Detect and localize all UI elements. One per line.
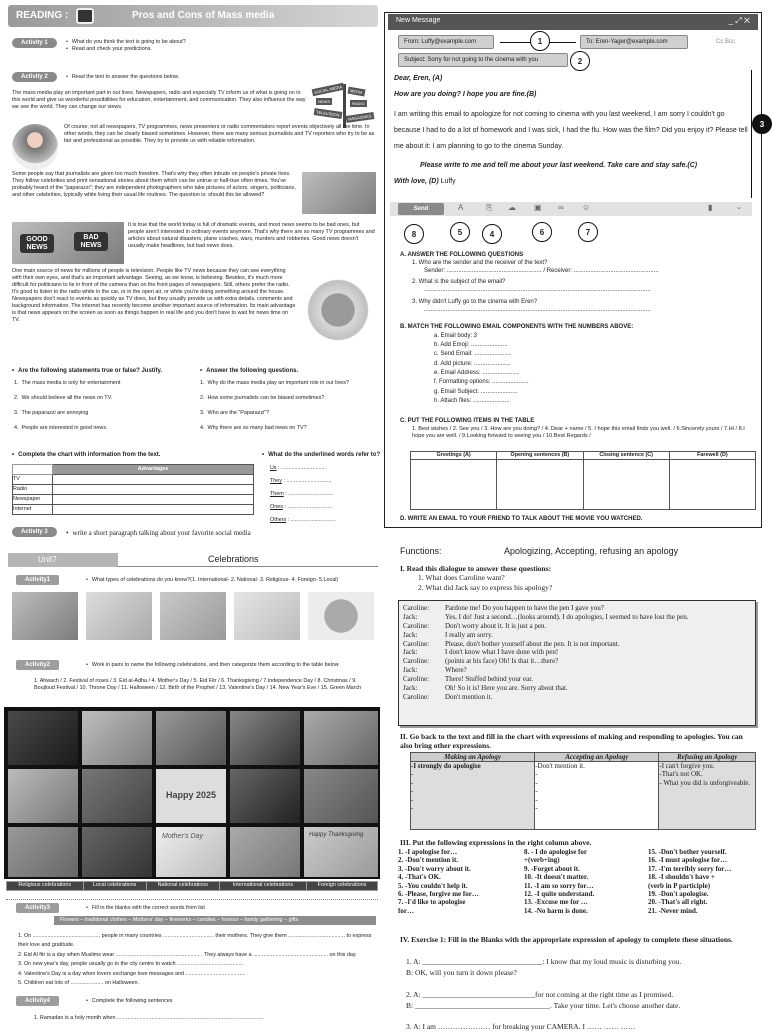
celebration-image [12, 592, 78, 640]
section-b-item: a. Email body: 3 [434, 332, 478, 339]
activity3-text: • write a short paragraph talking about your favorite social media [66, 529, 251, 538]
section-b-item: c. Send Email: ...................... [434, 351, 512, 358]
email-table-col: Farewell (D) [669, 452, 755, 460]
speaker: Caroline: [403, 692, 430, 701]
email-titlebar [388, 14, 758, 30]
callout-number: 5 [450, 222, 470, 242]
apology-entry: - [535, 778, 538, 787]
section-c-title: C. PUT THE FOLLOWING ITEMS IN THE TABLE [400, 418, 535, 424]
speaker: Jack: [403, 683, 418, 692]
reading-label: READING : [16, 10, 69, 21]
situation-line: 2. A: ______________________________for not coming at the right time as I promised. [406, 989, 674, 999]
apology-entry: - [535, 787, 538, 796]
new-year-card-text: Happy 2025 [165, 790, 217, 801]
expression: 6. -Please, forgive me for… [398, 889, 479, 898]
refer-word: Them [270, 491, 284, 497]
expression: 9. -Forget about it. [524, 864, 580, 873]
speaker: Caroline: [403, 657, 430, 666]
subject-field[interactable]: Subject: Sorry for not going to the cinema with you [398, 53, 568, 67]
situation-line: 1. A: ________________________________: I know that my loud music is disturbing you. [406, 957, 682, 966]
sign-word: TELEVISION [314, 108, 342, 119]
section-b-item: e. Email Address: ...................... [434, 369, 520, 376]
email-greeting: Dear, Eren, (A) [394, 75, 443, 82]
dialogue-line [403, 613, 751, 622]
format-text-icon[interactable]: A [458, 203, 464, 212]
tf-item: 2. We should believe all the news on TV. [14, 395, 113, 401]
apology-chart-body [411, 762, 756, 830]
apology-entry: - [411, 803, 414, 812]
apology-col-header: Refusing an Apology [659, 753, 756, 762]
apology-chart [410, 752, 756, 830]
part-three-title: III. Put the following expressions in the right column above. [400, 838, 592, 847]
trash-icon[interactable]: ▮ [708, 203, 713, 212]
situation-line: B: OK, will you turn it down please? [406, 968, 517, 978]
activity2-celeb-label: Activity2 [16, 660, 59, 670]
utterance: Don't worry about it. It is just a pen. [445, 621, 547, 630]
refer-item: Us : .............................. [270, 465, 327, 471]
expression: 16. -I must apologise for… [648, 856, 728, 865]
utterance: There! Stuffed behind your ear. [445, 675, 533, 683]
dialogue-line [403, 604, 751, 613]
chart-cell[interactable] [53, 505, 254, 515]
fill-item: 4. Valentine's Day is a day when lovers exchange love messages and ........................................ [18, 970, 246, 977]
category-header: Religious celebrations [7, 882, 84, 891]
section-c-items: 1. Best wishes / 2. See you / 3. How are you doing? / 4. Dear + name / 5. I hope this email finds you well. / 6.Sincerely yours / 7.Hi / 8.I hope you are well. / 9.Looking forward to seeing you / 10.Best Regards / [412, 425, 745, 440]
section-a [400, 252, 756, 315]
speaker: Jack: [403, 648, 418, 657]
apology-entry: - [411, 770, 414, 779]
question-text: How some journalists can be biased sometimes? [207, 395, 325, 401]
apology-entry: - [535, 770, 538, 779]
refer-item: Ones : .............................. [270, 504, 333, 510]
chart-row [13, 485, 254, 495]
expression: 4. -That's OK. [398, 873, 441, 882]
expression: (verb in P participle) [648, 881, 711, 890]
world-map-image [234, 592, 300, 640]
email-closing: Please write to me and tell me about your last weekend. Take care and stay safe.(C) [420, 162, 698, 169]
sign-word: SOCIAL MEDIA [312, 83, 345, 97]
refer-list [270, 465, 380, 530]
apology-col-header: Making an Apology [411, 753, 535, 762]
dialogue-line [403, 622, 751, 631]
activity2-celeb-text: • Work in pairs to name the following celebrations, and then categorize them according to the table below [86, 662, 339, 669]
question-text: Why do the mass media play an important role in our lives? [207, 380, 349, 386]
callout-number: 6 [532, 222, 552, 242]
tf-item-text: The paparazzi are annoying [21, 410, 89, 416]
question-text: Why there are so many bad news on TV? [207, 425, 307, 431]
celebration-photo-grid [4, 707, 380, 879]
dialogue-line [403, 648, 751, 657]
speaker: Caroline: [403, 675, 430, 683]
fill-item: 5. Children eat lots of ...................... on Halloween. [18, 980, 140, 987]
sign-word: MEDIA [348, 87, 366, 97]
media-signpost-image [312, 84, 376, 128]
expression: 17. -I'm terribly sorry for… [648, 864, 732, 873]
utterance: Don't mention it. [445, 692, 493, 701]
email-signoff-name: Luffy [440, 178, 456, 185]
celebration-photo [304, 769, 378, 823]
refer-item: Them : .............................. [270, 491, 334, 497]
thanksgiving-card-text: Happy Thanksgiving [309, 832, 364, 838]
email-table-header [411, 452, 756, 460]
expression: for… [398, 906, 414, 915]
celebration-photo [82, 827, 152, 877]
expressions-col [524, 848, 646, 915]
paparazzi-photo [302, 172, 376, 214]
chart-row-label: TV [13, 475, 53, 485]
section-a-title: A. ANSWER THE FOLLOWING QUESTIONS [400, 252, 524, 258]
tf-item-text: We should believe all the news on TV. [21, 395, 113, 401]
section-a-line: ........................................................................................................................................ [424, 306, 651, 313]
refer-title: • What do the underlined words refer to? [262, 452, 380, 460]
email-signoff [394, 178, 456, 185]
expression: 5. -You couldn't help it. [398, 881, 468, 890]
part-one-question: 1. What does Caroline want? [418, 573, 505, 583]
section-b [400, 324, 756, 406]
part-four-title: IV. Exercise 1: Fill in the Blanks with the appropriate expression of apology to complete these situations. [400, 935, 733, 944]
expression: 12. -I quite understand. [524, 889, 595, 898]
chart-row [13, 475, 254, 485]
apology-entry: - What you did is unforgiveable. [659, 778, 751, 787]
tf-list [14, 380, 194, 440]
paragraph-5: One main source of news for millions of people is television. People like TV news because they can see everything with their own eyes, and that's an important advantage. Seeing, as we know, is believing. Besides, it's much more difficult for politicians to lie in front of the camera than on the front pages of newspapers. Still, others prefer the radio. It's good to listen to the radio while in the car, or in the open air, or while you're doing something around the house. Newspapers don't react to events as quickly as TV does, but they usually provide us with extra details, comments and background information. The internet has recently become another important source of information. Its main advantage is that news appears on the screen as soon as things happen in real life and you don't have to wait for news time on TV. [12, 268, 296, 324]
from-field[interactable]: From: Luffy@example.com [398, 35, 494, 49]
sign-word: NEWS [318, 99, 330, 104]
good-bad-news-image [12, 222, 124, 264]
expressions-col [398, 848, 522, 915]
callout-number: 1 [530, 31, 550, 51]
activity1-label: Activity 1 [12, 38, 57, 48]
activity4-celeb-label: Activity4 [16, 996, 59, 1006]
tf-item: 3. The paparazzi are annoying [14, 410, 89, 416]
dialogue-line [403, 693, 751, 702]
expression: 14. -No harm is done. [524, 906, 588, 915]
window-title: New Message [396, 17, 441, 24]
categories-row [7, 882, 378, 891]
section-a-line: Sender: ......................................................... / Receiver: ................................................... [424, 267, 659, 274]
paragraph-4: It is true that the world today is full of dramatic events, and most news seems to be bad ones, but people aren't interested in ordinary events anymore. That's why there are so many TV programmes and articles about natural disasters, plane crashes, wars, murders and robberies. Good news doesn't usually make headlines, but bad news does. [128, 222, 375, 250]
tf-item-text: The mass media is only for entertainment [21, 380, 121, 386]
link-icon[interactable]: ∞ [558, 203, 564, 212]
speaker: Caroline: [403, 621, 430, 630]
celebration-photo [82, 711, 152, 765]
apology-entry: - [411, 795, 414, 804]
email-table-col: Greetings (A) [411, 452, 497, 460]
celebration-photo [82, 769, 152, 823]
utterance: Pardone me! Do you happen to have the pen I gave you? [445, 604, 604, 612]
part-four-items [406, 956, 762, 1032]
situation-line: 3. A: I am ………………… for breaking your CAMERA. I …… …… …… [406, 1022, 636, 1031]
fill-item: 1. On ............................................, people in many countries .................................. their mothers. They give them ...................................... to express their love and gratitude. [18, 933, 372, 949]
activity1-item: • What do you think the text is going to be about? [66, 39, 186, 46]
apology-col-header: Accepting an Apology [535, 753, 659, 762]
categories-table [6, 881, 378, 891]
book-icon [76, 8, 94, 24]
expression: 2. -Don't mention it. [398, 856, 459, 865]
category-header: National celebrations [146, 882, 219, 891]
celebration-photo [304, 711, 378, 765]
chart-cell[interactable] [53, 475, 254, 485]
refer-word: Others [270, 517, 287, 523]
email-body-text: I am writing this email to apologize for not coming to cinema with you last weekend, I am sorry I couldn't go because I had to do a lot of homework and I was sick, I had the flu. How was the film? Did you enjoy it? Please tell me about it: I am planning to go to the cinema Sunday. [394, 111, 748, 150]
fill-item: 2. Eid Al fitr is a day when Muslims wear ........................................................ . They always have a .................................................. on this day. [18, 951, 357, 958]
new-year-card [156, 769, 226, 823]
celebration-photo [8, 711, 78, 765]
question-text: Who are the "Paparazzi"? [207, 410, 270, 416]
functions-header [400, 546, 760, 560]
email-body-box[interactable] [390, 70, 752, 198]
expression: 18. -I shouldn't have + [648, 873, 715, 882]
more-options-icon[interactable]: ⌄ [736, 204, 742, 211]
refer-word: They [270, 478, 282, 484]
section-b-item: d. Add picture: ...................... [434, 360, 511, 367]
apology-entry: -I can't forgive you. [659, 762, 715, 770]
advantages-chart [12, 464, 254, 515]
celebration-photo [8, 827, 78, 877]
sign-word: RADIO [352, 101, 365, 106]
dialogue-line [403, 684, 751, 693]
attach-icon[interactable]: ⎘ [486, 203, 493, 212]
section-a-line: 3. Why didn't Luffy go to the cinema with Eren? [412, 298, 538, 305]
apology-col[interactable] [411, 762, 535, 830]
section-b-item: b. Add Emoji: ...................... [434, 342, 508, 349]
activity4-celeb-text: • Complete the following sentences [86, 998, 173, 1005]
functions-title: Apologizing, Accepting, refusing an apology [504, 546, 679, 556]
refer-word: Ones [270, 504, 283, 510]
expression: 13. -Excuse me for … [524, 898, 588, 907]
questions-title: • Answer the following questions. [200, 368, 298, 376]
activity2-instruction: • Read the text to answer the questions below. [66, 74, 179, 81]
emoji-icon[interactable]: ☺ [582, 203, 591, 212]
activity3-label: Activity 3 [12, 527, 57, 537]
part-one-question: 2. What did Jack say to express his apology? [418, 582, 553, 592]
expression: 11. -I am so sorry for… [524, 881, 594, 890]
celebration-photo [8, 769, 78, 823]
apology-entry: - [535, 795, 538, 804]
refer-word: Us [270, 465, 277, 471]
chart-row [13, 505, 254, 515]
question-item: 2. How some journalists can be biased sometimes? [200, 395, 325, 401]
section-a-line: ........................................................................................................................................ [424, 287, 651, 294]
window-controls-icon[interactable]: _ ⤢ ✕ [728, 16, 750, 25]
callout-number: 4 [482, 224, 502, 244]
chart-header-row [13, 465, 254, 475]
utterance: Where? [445, 666, 467, 675]
sign-word: MAGAZINES [346, 112, 374, 123]
section-b-item: g. Email Subject: ...................... [434, 388, 518, 395]
expression: 21. -Never mind. [648, 906, 698, 915]
section-a-line: 1. Who are the sender and the receiver of the text? [412, 259, 548, 266]
callout-number: 7 [578, 222, 598, 242]
fill-list [18, 932, 378, 989]
chart-title: • Complete the chart with information from the text. [12, 452, 160, 460]
apology-entry: -I strongly do apologise [411, 762, 481, 770]
apology-entry: -Don't mention it. [535, 762, 585, 770]
paragraph-1: The mass media play an important part in our lives. Newspapers, radio and especially TV inform us of what is going on in this world and give us wonderful possibilities for education, entertainment, and communication. They also influence the way we see the world. They can change our views. [12, 90, 306, 111]
bad-news-badge: BAD NEWS [74, 232, 108, 251]
map-image [160, 592, 226, 640]
chart-row [13, 495, 254, 505]
question-item: 1. Why do the mass media play an important role in our lives? [200, 380, 349, 386]
good-news-badge: GOOD NEWS [20, 234, 54, 253]
celebration-list: 1. Ahwach / 2. Festival of roses / 3. Eid al-Adha / 4. Mother's Day / 5. Eid Fitr / 6. Thanksgiving / 7.Independence Day / 8. Christmas / 9. Boujloud Festival / 10. Throne Day / 11. Halloween / 12. Birth of the Prophet / 13. Valentine's Day / 14. New Year's Eve / 15. Green March [34, 678, 362, 692]
thanksgiving-card [304, 827, 378, 877]
email-table-row [411, 460, 756, 510]
send-button[interactable]: Send [398, 203, 444, 215]
apology-entry: - [411, 787, 414, 796]
dialogue-line [403, 640, 751, 649]
celebration-photo [156, 711, 226, 765]
tf-item: 4. People are interested in good news. [14, 425, 108, 431]
globe-image [308, 592, 374, 640]
activity2-label: Activity 2 [12, 72, 57, 82]
question-item: 3. Who are the "Paparazzi"? [200, 410, 270, 416]
expression: 15. -Don't bother yourself. [648, 848, 727, 856]
tf-item: 1. The mass media is only for entertainment [14, 380, 121, 386]
apology-entry: -That's not OK. [659, 770, 703, 779]
expression: 19. -Don't apologise. [648, 889, 709, 898]
dialogue-line [403, 657, 751, 666]
dialogue-line [403, 631, 751, 640]
celebration-photo [230, 769, 300, 823]
chart-row-label: Internet [13, 505, 53, 515]
part-one [400, 564, 760, 592]
celebrations-title: Celebrations [208, 554, 259, 564]
expression: 1. -I apologise for… [398, 848, 458, 856]
tf-item-text: People are interested in good news. [21, 425, 108, 431]
speaker: Jack: [403, 666, 418, 675]
callout-number: 2 [570, 51, 590, 71]
to-field[interactable]: To: Eren-Yager@example.com [580, 35, 688, 49]
paragraph-2: Of course, not all newspapers, TV programmes, news presenters or radio commentators report events objectively all the time. In other words, they can be clearly biased sometimes. However, there are many serious journalists and TV reporters who try to be as fair and professional as possible. They try to provide us with reliable information. [64, 124, 375, 145]
category-header: Local celebrations [83, 882, 146, 891]
email-items-table [410, 451, 756, 510]
speaker: Caroline: [403, 604, 430, 612]
question-list [200, 380, 378, 440]
email-table-col: Closing sentence (C) [583, 452, 669, 460]
dialogue-line [403, 666, 751, 675]
utterance: I don't know what I have done with pen! [445, 648, 559, 657]
section-b-item: h. Attach files: ...................... [434, 397, 510, 404]
section-b-title: B. MATCH THE FOLLOWING EMAIL COMPONENTS WITH THE NUMBERS ABOVE: [400, 324, 634, 330]
email-opening: How are you doing? I hope you are fine.(B) [394, 91, 537, 98]
utterance: (points at his face) Oh! Is that it…there? [445, 657, 559, 666]
mothers-day-card-text: Mother's Day [162, 833, 204, 840]
callout-number: 8 [404, 224, 424, 244]
chart-header: Advantages [53, 465, 254, 475]
mothers-day-card [156, 827, 226, 877]
word-bank: Flowers – traditional clothes – Mothers' day – fireworks – candies – honour – family gathering – gifts [54, 916, 376, 925]
utterance: I really am sorry. [445, 630, 493, 639]
speaker: Jack: [403, 630, 418, 639]
apology-chart-header [411, 753, 756, 762]
apology-entry: - [535, 803, 538, 812]
situation-line: B: ____________________________________. Take your time. Let's choose another date. [406, 1000, 681, 1010]
apology-col[interactable] [659, 762, 756, 830]
part-one-title: I. Read this dialogue to answer these questions: [400, 564, 552, 573]
chart-cell[interactable] [53, 485, 254, 495]
drive-icon[interactable]: ☁ [508, 203, 516, 212]
section-c [400, 418, 756, 440]
celebrations-header [8, 553, 378, 567]
expressions-col [648, 848, 762, 915]
activity1-celeb-text: • What types of celebrations do you know?(1. International- 2. National- 3. Religious- 4. Foreign- 5.Local) [86, 577, 338, 584]
celebration-photo [230, 711, 300, 765]
photo-icon[interactable]: ▣ [534, 203, 542, 212]
expression: 10. -It doesn't matter. [524, 873, 589, 882]
speaker: Caroline: [403, 639, 430, 648]
activity3-celeb-text: • Fill in the blanks with the correct words from list [86, 905, 205, 912]
refer-item: Others : .............................. [270, 517, 336, 523]
celebration-photo [230, 827, 300, 877]
fill-item: 3. On new year's day, people usually go to the city centre to watch ............................................ [18, 961, 244, 968]
unit-label: Unit7 [8, 553, 118, 567]
dialogue-line [403, 675, 751, 684]
functions-label: Functions: [400, 546, 442, 556]
refer-item: They : .............................. [270, 478, 332, 484]
chart-cell[interactable] [53, 495, 254, 505]
tf-title: • Are the following statements true or false? Justify. [12, 368, 162, 376]
activity3-celeb-label: Activity3 [16, 903, 59, 913]
celebration-image [86, 592, 152, 640]
section-a-line: 2. What is the subject of the email? [412, 279, 506, 286]
section-d-title: D. WRITE AN EMAIL TO YOUR FRIEND TO TALK ABOUT THE MOVIE YOU WATCHED. [400, 516, 643, 522]
expression: 8. - I do apologise for [524, 848, 587, 856]
speaker: Jack: [403, 612, 418, 621]
callout-number: 3 [752, 114, 772, 134]
email-table-col: Opening sentences (B) [497, 452, 583, 460]
activity1-items [66, 39, 186, 53]
utterance: Oh! So it is! Here you are. Sorry about that. [445, 683, 568, 692]
expression: 3. -Don't worry about it. [398, 864, 471, 873]
email-signoff-label: With love, (D) [394, 178, 439, 185]
cc-bcc-link[interactable]: Cc Bcc [716, 39, 736, 45]
expression: 7. -I'd like to apologise [398, 898, 466, 907]
expression: 20. -That's all right. [648, 898, 708, 907]
paragraph-3: Some people say that journalists are given too much freedom. That's why they often intrude on people's private lives. They follow celebrities and print sensational stories about them which can be untrue or half-true often times. You've probably heard of the "paparazzi"; they are independent photographers who take pictures of actors, singers, politicians, and other celebrities, typically while living their usual life routines. The question is: should this be allowed? [12, 171, 296, 199]
question-item: 4. Why there are so many bad news on TV? [200, 425, 307, 431]
category-header: Foreign celebrations [307, 882, 378, 891]
dialogue-box [398, 600, 756, 726]
utterance: Please, don't bother yourself about the pen. It is not important. [445, 639, 620, 648]
reading-title: Pros and Cons of Mass media [132, 10, 275, 21]
part-two-title: II. Go back to the text and fill in the chart with expressions of making and responding to apologies. You can also bring other expressions. [400, 732, 743, 750]
activity1-item: • Read and check your predictions. [66, 46, 186, 53]
categories-blank-row[interactable] [6, 892, 378, 900]
globe-media-image [300, 272, 376, 348]
chart-row-label: Newspaper [13, 495, 53, 505]
apology-entry: - [411, 778, 414, 787]
reading-header [8, 5, 378, 27]
celebration-images-row [12, 592, 376, 642]
apology-col[interactable] [535, 762, 659, 830]
utterance: Yes, I do! Just a second…(looks around). I do apologies, I seemed to have lost the pen. [445, 612, 689, 621]
activity4-first: 1. Ramadan is a holy month when .................................................................................................. [34, 1015, 264, 1021]
email-toolbar [390, 202, 752, 216]
expression: +(verb+ing) [524, 856, 560, 865]
section-b-item: f. Formatting options: ...................... [434, 379, 529, 386]
category-header: International celebrations [219, 882, 306, 891]
reader-illustration [12, 124, 58, 170]
activity1-celeb-label: Activity1 [16, 575, 59, 585]
chart-row-label: Radio [13, 485, 53, 495]
